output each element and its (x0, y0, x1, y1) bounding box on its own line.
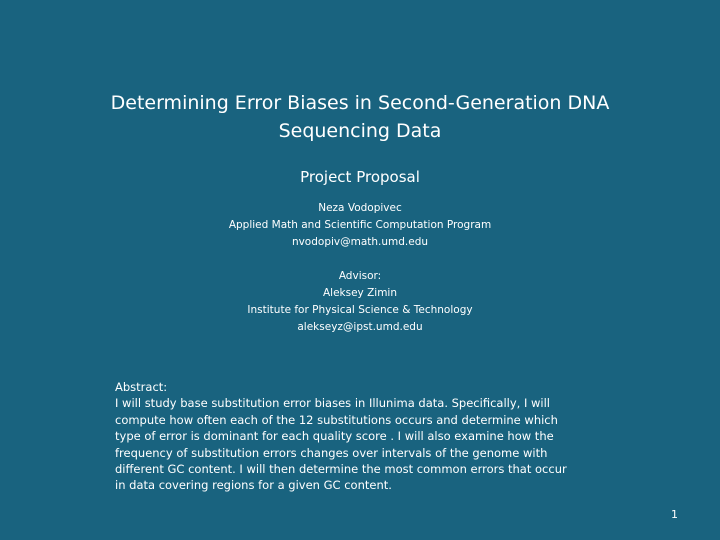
advisor-block (0, 268, 720, 336)
author-email: nvodopiv@math.umd.edu (291, 236, 429, 248)
author-block (0, 200, 720, 251)
abstract-block (115, 379, 615, 494)
abstract-line: different GC content. I will then determine the most common errors that occur (115, 462, 567, 477)
slide-title (40, 89, 680, 145)
advisor-label: Advisor: (338, 270, 382, 282)
advisor-name: Aleksey Zimin (322, 287, 398, 299)
abstract-label: Abstract: (115, 380, 168, 394)
title-line-1: Determining Error Biases in Second-Generation DNA (110, 92, 610, 114)
author-program: Applied Math and Scientific Computation Program (228, 219, 492, 231)
abstract-line: compute how often each of the 12 substitutions occurs and determine which (115, 412, 558, 427)
abstract-line: I will study base substitution error biases in Illunima data. Specifically, I will (115, 396, 550, 411)
page-number: 1 (671, 508, 678, 521)
advisor-email: alekseyz@ipst.umd.edu (297, 321, 423, 333)
author-name: Neza Vodopivec (318, 202, 402, 214)
slide-subtitle: Project Proposal (300, 168, 420, 186)
abstract-line: frequency of substitution errors changes over intervals of the genome with (115, 445, 548, 460)
abstract-line: in data covering regions for a given GC content. (115, 478, 392, 493)
title-line-2: Sequencing Data (278, 120, 442, 142)
abstract-line: type of error is dominant for each quality score . I will also examine how the (115, 429, 554, 444)
advisor-institute: Institute for Physical Science & Technology (247, 304, 473, 316)
